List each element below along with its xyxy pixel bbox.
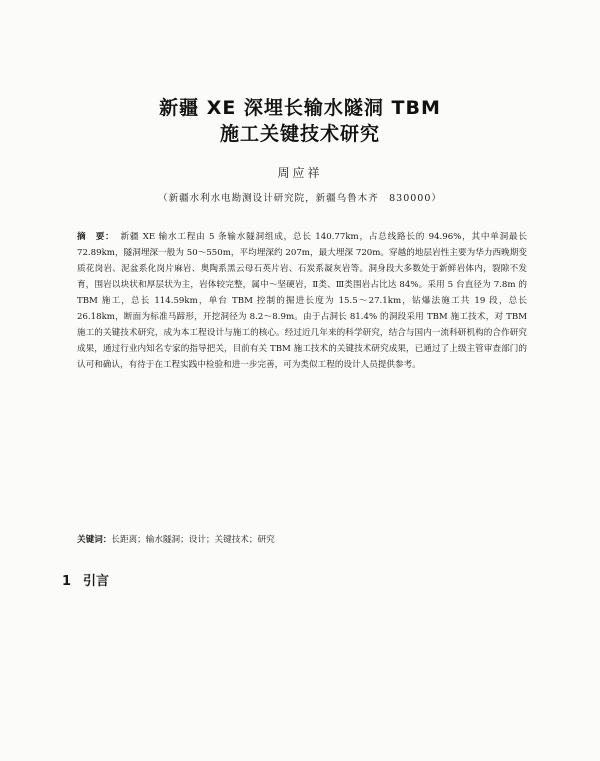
keywords-label: 关键词： <box>77 535 112 545</box>
abstract-label: 摘 要： <box>77 232 115 242</box>
abstract-text: 新疆 XE 输水工程由 5 条输水隧洞组成，总长 140.77km，占总线路长的 94.96%，其中单洞最长 72.89km，隧洞埋深一般为 50～550m，平均埋深约 207m，最大埋深 720m。穿越的地层岩性主要为华力西晚期变质花岗岩、泥盆系化岗片麻岩、奥陶系黑云母石英片岩、石炭系凝灰岩等。洞身段大多数处于新鲜岩体内，裂隙不发育，围岩以块状和厚层状为主，岩体较完整，属中～坚硬岩，Ⅱ类、Ⅲ类围岩占比达 84%。采用 5 台直径为 7.8m 的 TBM 施工，总长 114.59km，单台 TBM 控制的掘进长度为 15.5～27.1km，钻爆法施工共 19 段，总长 26.18km，断面为标准马蹄形，开挖洞径为 8.2～8.9m。由于占洞长 81.4% 的洞段采用 TBM 施工技术，对 TBM 施工的关键技术研究，成为本工程设计与施工的核心。经过近几年来的科学研究，结合与国内一流科研机构的合作研究成果，通过行业内知名专家的指导把关，目前有关 TBM 施工技术的关键技术研究成果，已通过了上级主管审查部门的认可和确认，有待于在工程实践中检验和进一步完善，可为类似工程的设计人员提供参考。 <box>77 232 527 370</box>
keywords <box>77 532 527 548</box>
keywords-text: 长距离；输水隧洞；设计；关键技术；研究 <box>111 535 275 545</box>
section-title: 引言 <box>83 574 110 589</box>
affiliation: （新疆水利水电勘测设计研究院，新疆乌鲁木齐 830000） <box>158 193 442 204</box>
section-number: 1 <box>62 574 72 589</box>
author: 周应祥 <box>277 166 323 180</box>
title-line-1: 新疆 XE 深埋长输水隧洞 TBM <box>159 97 441 119</box>
abstract <box>77 229 527 373</box>
section-heading <box>62 570 109 589</box>
title-line-2: 施工关键技术研究 <box>219 123 380 145</box>
